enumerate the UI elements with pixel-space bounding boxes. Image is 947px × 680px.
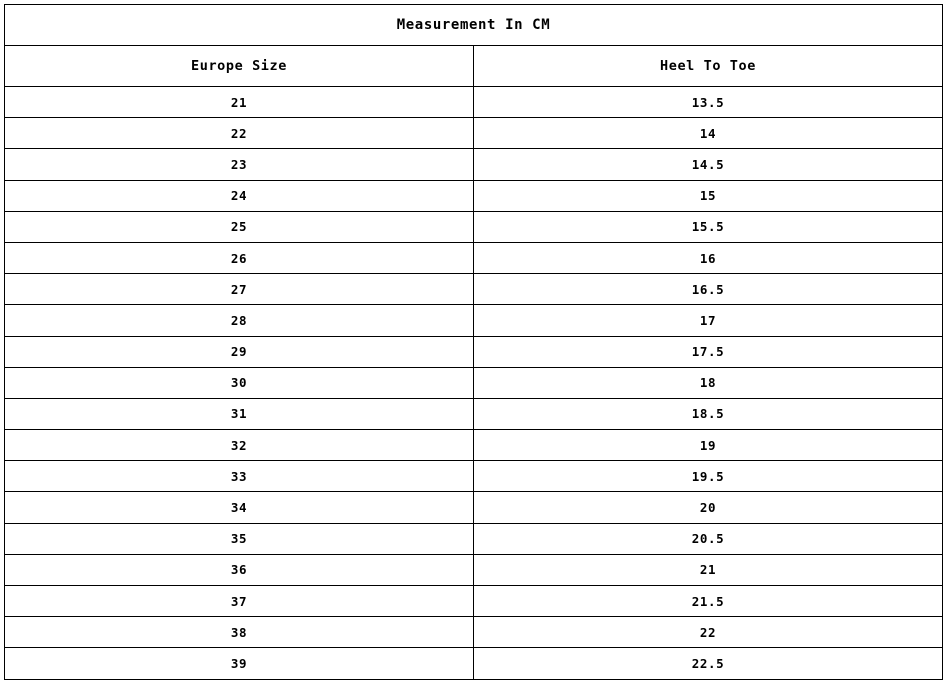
cell-europe-size: 25	[5, 211, 474, 242]
cell-europe-size: 35	[5, 523, 474, 554]
table-header-row	[5, 46, 943, 87]
cell-heel-to-toe: 13.5	[474, 87, 943, 118]
table-row	[5, 586, 943, 617]
table-row	[5, 118, 943, 149]
cell-europe-size: 34	[5, 492, 474, 523]
table-row	[5, 492, 943, 523]
cell-europe-size: 38	[5, 617, 474, 648]
table-row	[5, 149, 943, 180]
cell-heel-to-toe: 21	[474, 554, 943, 585]
cell-heel-to-toe: 22	[474, 617, 943, 648]
column-header-heel-to-toe: Heel To Toe	[474, 46, 943, 87]
cell-europe-size: 33	[5, 461, 474, 492]
table-body	[5, 5, 943, 680]
cell-heel-to-toe: 17	[474, 305, 943, 336]
table-row	[5, 617, 943, 648]
cell-heel-to-toe: 19.5	[474, 461, 943, 492]
cell-europe-size: 36	[5, 554, 474, 585]
table-row	[5, 523, 943, 554]
cell-heel-to-toe: 16	[474, 242, 943, 273]
cell-europe-size: 24	[5, 180, 474, 211]
cell-heel-to-toe: 21.5	[474, 586, 943, 617]
cell-heel-to-toe: 16.5	[474, 274, 943, 305]
table-row	[5, 648, 943, 679]
cell-heel-to-toe: 14.5	[474, 149, 943, 180]
table-row	[5, 305, 943, 336]
cell-heel-to-toe: 15.5	[474, 211, 943, 242]
table-row	[5, 211, 943, 242]
cell-europe-size: 28	[5, 305, 474, 336]
cell-europe-size: 32	[5, 430, 474, 461]
cell-europe-size: 21	[5, 87, 474, 118]
table-row	[5, 242, 943, 273]
table-row	[5, 430, 943, 461]
table-row	[5, 87, 943, 118]
table-title-row	[5, 5, 943, 46]
table-row	[5, 554, 943, 585]
cell-europe-size: 31	[5, 398, 474, 429]
size-chart-table	[4, 4, 943, 680]
cell-heel-to-toe: 18	[474, 367, 943, 398]
cell-europe-size: 26	[5, 242, 474, 273]
column-header-europe-size: Europe Size	[5, 46, 474, 87]
cell-europe-size: 39	[5, 648, 474, 679]
cell-europe-size: 22	[5, 118, 474, 149]
cell-heel-to-toe: 22.5	[474, 648, 943, 679]
table-row	[5, 336, 943, 367]
cell-europe-size: 37	[5, 586, 474, 617]
table-row	[5, 180, 943, 211]
table-row	[5, 367, 943, 398]
cell-heel-to-toe: 20.5	[474, 523, 943, 554]
table-row	[5, 398, 943, 429]
cell-heel-to-toe: 15	[474, 180, 943, 211]
cell-heel-to-toe: 18.5	[474, 398, 943, 429]
cell-europe-size: 29	[5, 336, 474, 367]
cell-heel-to-toe: 17.5	[474, 336, 943, 367]
table-title: Measurement In CM	[5, 5, 943, 46]
cell-heel-to-toe: 19	[474, 430, 943, 461]
cell-europe-size: 30	[5, 367, 474, 398]
cell-europe-size: 23	[5, 149, 474, 180]
cell-heel-to-toe: 20	[474, 492, 943, 523]
cell-europe-size: 27	[5, 274, 474, 305]
table-row	[5, 274, 943, 305]
table-row	[5, 461, 943, 492]
cell-heel-to-toe: 14	[474, 118, 943, 149]
